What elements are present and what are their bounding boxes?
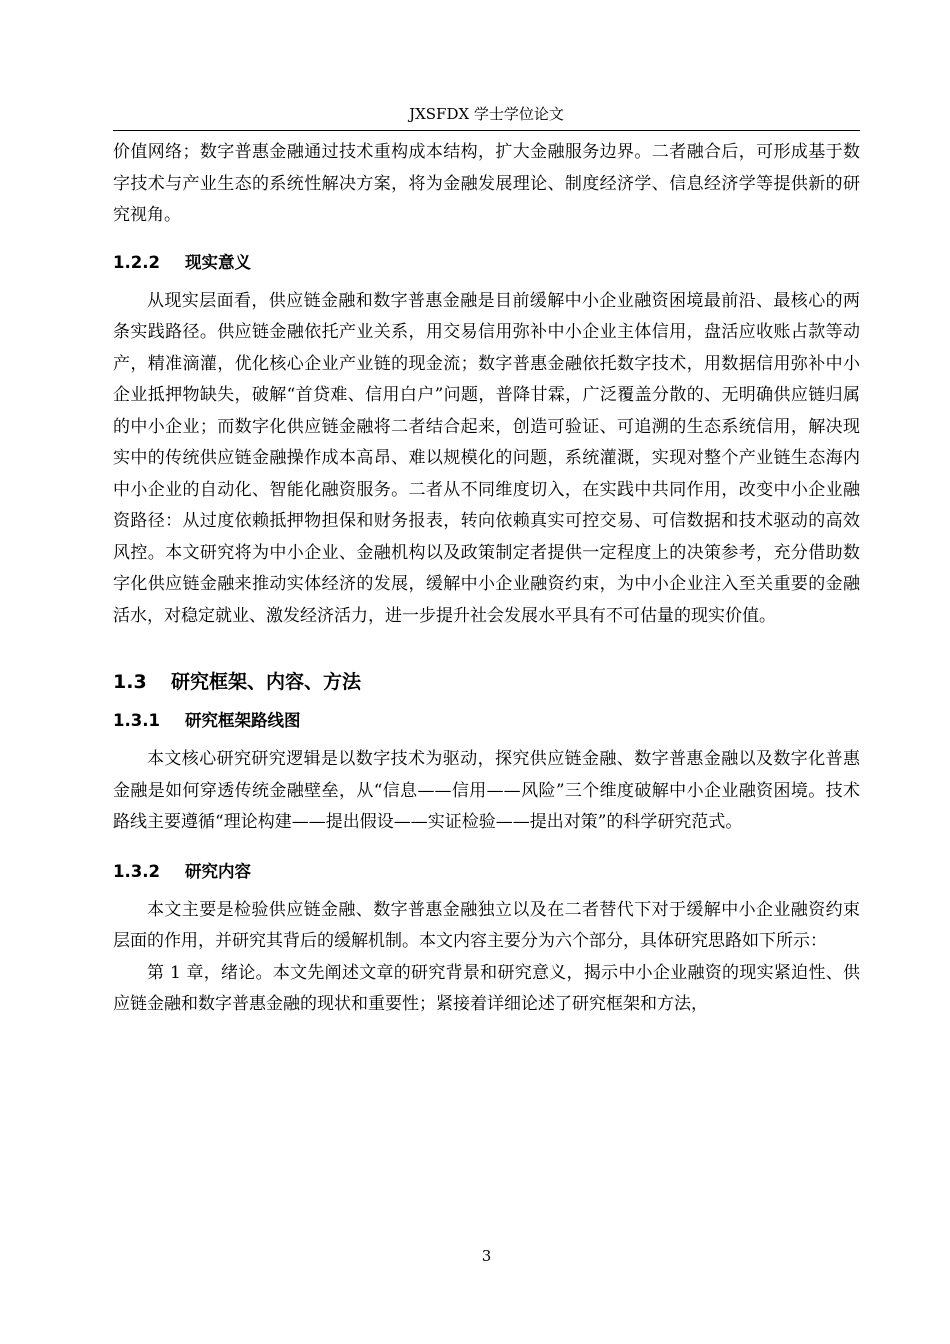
section-heading-1-3 bbox=[113, 668, 860, 696]
section-title: 研究内容 bbox=[185, 861, 251, 881]
running-header: JXSFDX 学士学位论文 bbox=[409, 105, 564, 123]
paragraph-practical-significance: 从现实层面看，供应链金融和数字普惠金融是目前缓解中小企业融资困境最前沿、最核心的两条实践路径。供应链金融依托产业关系，用交易信用弥补中小企业主体信用，盘活应收账占款等动产，精准滴灌，优化核心企业产业链的现金流；数字普惠金融依托数字技术，用数据信用弥补中小企业抵押物缺失，破解“首贷难、信用白户”问题，普降甘霖，广泛覆盖分散的、无明确供应链归属的中小企业；而数字化供应链金融将二者结合起来，创造可验证、可追溯的生态系统信用，解决现实中的传统供应链金融操作成本高昂、难以规模化的问题，系统灌溉，实现对整个产业链生态海内中小企业的自动化、智能化融资服务。二者从不同维度切入，在实践中共同作用，改变中小企业融资路径：从过度依赖抵押物担保和财务报表，转向依赖真实可控交易、可信数据和技术驱动的高效风控。本文研究将为中小企业、金融机构以及政策制定者提供一定程度上的决策参考，充分借助数字化供应链金融来推动实体经济的发展，缓解中小企业融资约束，为中小企业注入至关重要的金融活水，对稳定就业、激发经济活力，进一步提升社会发展水平具有不可估量的现实价值。 bbox=[113, 290, 860, 626]
header-rule bbox=[113, 130, 860, 131]
section-title: 研究框架路线图 bbox=[185, 711, 301, 730]
section-number: 1.3 bbox=[113, 671, 147, 693]
paragraph-chapter-one: 第 1 章，绪论。本文先阐述文章的研究背景和研究意义，揭示中小企业融资的现实紧迫性、供应链金融和数字普惠金融的现状和重要性；紧接着详细论述了研究框架和方法， bbox=[113, 962, 860, 1014]
page-number: 3 bbox=[481, 1247, 492, 1265]
section-number: 1.2.2 bbox=[113, 252, 160, 272]
section-heading-1-3-2 bbox=[113, 859, 860, 885]
paragraph-research-framework: 本文核心研究研究逻辑是以数字技术为驱动，探究供应链金融、数字普惠金融以及数字化普惠金融是如何穿透传统金融壁垒，从“信息——信用——风险”三个维度破解中小企业融资困境。技术路线主要遵循“理论构建——提出假设——实证检验——提出对策”的科学研究范式。 bbox=[113, 749, 860, 832]
paragraph-research-content: 本文主要是检验供应链金融、数字普惠金融独立以及在二者替代下对于缓解中小企业融资约束层面的作用，并研究其背后的缓解机制。本文内容主要分为六个部分，具体研究思路如下所示： bbox=[113, 899, 860, 951]
section-number: 1.3.2 bbox=[113, 861, 160, 881]
section-heading-1-3-1 bbox=[113, 708, 860, 734]
section-heading-1-2-2 bbox=[113, 250, 860, 276]
section-title: 研究框架、内容、方法 bbox=[171, 671, 362, 693]
page-content bbox=[113, 137, 860, 1021]
section-number: 1.3.1 bbox=[113, 711, 160, 730]
section-title: 现实意义 bbox=[185, 252, 251, 272]
continuation-paragraph: 价值网络；数字普惠金融通过技术重构成本结构，扩大金融服务边界。二者融合后，可形成基于数字技术与产业生态的系统性解决方案，将为金融发展理论、制度经济学、信息经济学等提供新的研究视角。 bbox=[113, 142, 860, 225]
